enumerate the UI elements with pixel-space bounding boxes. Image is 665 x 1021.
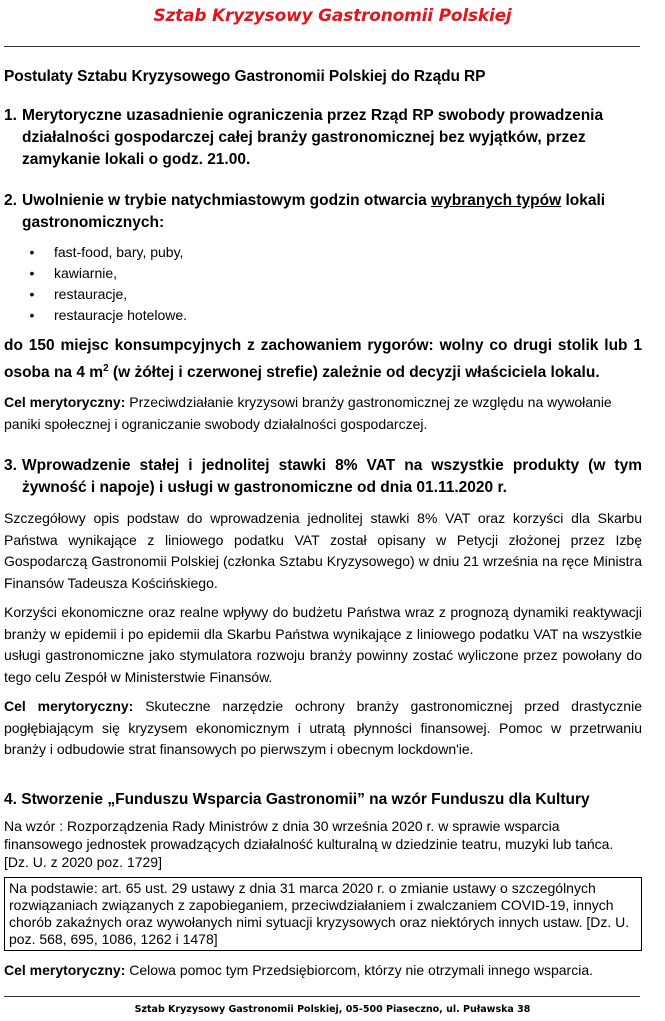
venue-type-list bbox=[4, 242, 642, 326]
point-3 bbox=[4, 455, 642, 499]
point-1 bbox=[4, 105, 642, 171]
point-4-goal bbox=[4, 960, 642, 982]
header-divider bbox=[4, 46, 640, 47]
point-2-text bbox=[22, 190, 642, 234]
bullet-icon: • bbox=[29, 286, 35, 302]
bullet-icon: • bbox=[29, 244, 35, 260]
goal-text: Przeciwdziałanie kryzysowi branży gastronomicznej ze względu na wywołanie paniki społecznej i ograniczanie swobody działalności gospodarczej. bbox=[4, 394, 612, 432]
bullet-icon: • bbox=[29, 307, 35, 323]
page-footer: Sztab Kryzysowy Gastronomii Polskiej, 05-500 Piaseczno, ul. Puławska 38 bbox=[134, 1004, 531, 1015]
header-title: Sztab Kryzysowy Gastronomii Polskiej bbox=[153, 6, 512, 26]
goal-label: Cel merytoryczny: bbox=[4, 961, 126, 978]
point-2-goal bbox=[4, 392, 642, 435]
list-item bbox=[4, 305, 642, 326]
bullet-icon: • bbox=[29, 265, 35, 281]
list-item-text: kawiarnie, bbox=[54, 265, 118, 281]
list-item-text: fast-food, bary, puby, bbox=[54, 244, 184, 260]
point-4-heading: 4. Stworzenie „Funduszu Wsparcia Gastronomii” na wzór Funduszu dla Kultury bbox=[4, 790, 590, 808]
capacity-text-after: (w żółtej i czerwonej strefie) zależnie od decyzji właściciela lokalu. bbox=[108, 364, 600, 382]
goal-text: Celowa pomoc tym Przedsiębiorcom, którzy nie otrzymali innego wsparcia. bbox=[125, 961, 594, 978]
legal-basis-text: Na podstawie: art. 65 ust. 29 ustawy z dnia 31 marca 2020 r. o zmianie ustawy o szczególnych rozwiązaniach związanych z zapobieganiem, przeciwdziałaniem i zwalczaniem COVID-19, innych chorób zakaźnych oraz wywołanych nimi sytuacji kryzysowych oraz niektórych innych ustaw. [Dz. U. poz. 568, 695, 1086, 1262 i 1478] bbox=[9, 879, 630, 947]
goal-label: Cel merytoryczny: bbox=[4, 394, 126, 411]
capacity-superscript: 2 bbox=[103, 363, 109, 374]
capacity-requirement bbox=[4, 334, 642, 384]
point-2-text-before: Uwolnienie w trybie natychmiastowym godzin otwarcia bbox=[22, 192, 432, 209]
point-3-text: Wprowadzenie stałej i jednolitej stawki 8% VAT na wszystkie produkty (w tym żywność i napoje) i usługi w gastronomiczne od dnia 01.11.2020 r. bbox=[22, 457, 642, 497]
document-body bbox=[4, 68, 642, 981]
point-1-number: 1. bbox=[4, 107, 17, 124]
list-item bbox=[4, 242, 642, 263]
list-item bbox=[4, 284, 642, 305]
point-1-text: Merytoryczne uzasadnienie ograniczenia przez Rząd RP swobody prowadzenia działalności gospodarczej całej branży gastronomicznej bez wyjątków, przez zamykanie lokali o godz. 21.00. bbox=[22, 107, 604, 168]
legal-basis-box bbox=[4, 877, 642, 951]
point-4-paragraph-1: Na wzór : Rozporządzenia Rady Ministrów z dnia 30 września 2020 r. w sprawie wsparcia finansowego jednostek prowadzących działalność kulturalną w dziedzinie teatru, muzyki lub tańca. [Dz. U. z 2020 poz. 1729] bbox=[4, 817, 614, 870]
goal-text: Skuteczne narzędzie ochrony branży gastronomicznej przed drastycznie pogłębiającym się kryzysem ekonomicznym i utratą płynności finansowej. Pomoc w przetrwaniu branży i odbudowie strat finansowych po pierwszym i obecnym lockdown'ie. bbox=[4, 698, 642, 758]
list-item-text: restauracje, bbox=[54, 286, 128, 302]
point-3-goal bbox=[4, 696, 642, 761]
point-3-paragraph-1: Szczegółowy opis podstaw do wprowadzenia jednolitej stawki 8% VAT oraz korzyści dla Skarbu Państwa wynikające z liniowego podatku VAT został opisany w Petycji złożonej przez Izbę Gospodarczą Gastronomii Polskiej (członka Sztabu Kryzysowego) w dniu 21 września na ręce Ministra Finansów Tadeusza Kościńskiego. bbox=[4, 510, 642, 591]
point-3-number: 3. bbox=[4, 457, 17, 475]
document-title: Postulaty Sztabu Kryzysowego Gastronomii Polskiej do Rządu RP bbox=[4, 68, 486, 85]
point-2-text-underlined: wybranych typów bbox=[431, 192, 562, 209]
capacity-text-before: do 150 miejsc konsumpcyjnych z zachowaniem rygorów: wolny co drugi stolik lub 1 osoba na 4 m bbox=[4, 337, 642, 382]
point-2-text-after: lokali gastronomicznych: bbox=[22, 192, 606, 231]
goal-label: Cel merytoryczny: bbox=[4, 698, 134, 715]
list-item bbox=[4, 263, 642, 284]
point-2-number: 2. bbox=[4, 192, 17, 209]
list-item-text: restauracje hotelowe. bbox=[54, 307, 188, 323]
point-3-paragraph-2: Korzyści ekonomiczne oraz realne wpływy do budżetu Państwa wraz z prognozą dynamiki reaktywacji branży w epidemii i po epidemii dla Skarbu Państwa wynikające z liniowego podatku VAT na wszystkie usługi gastronomiczne jako stymulatora rozwoju branży powinny zostać wyliczone przez powołany do tego celu Zespół w Ministerstwie Finansów. bbox=[4, 604, 642, 685]
footer-divider bbox=[4, 996, 640, 997]
point-2 bbox=[4, 190, 642, 234]
